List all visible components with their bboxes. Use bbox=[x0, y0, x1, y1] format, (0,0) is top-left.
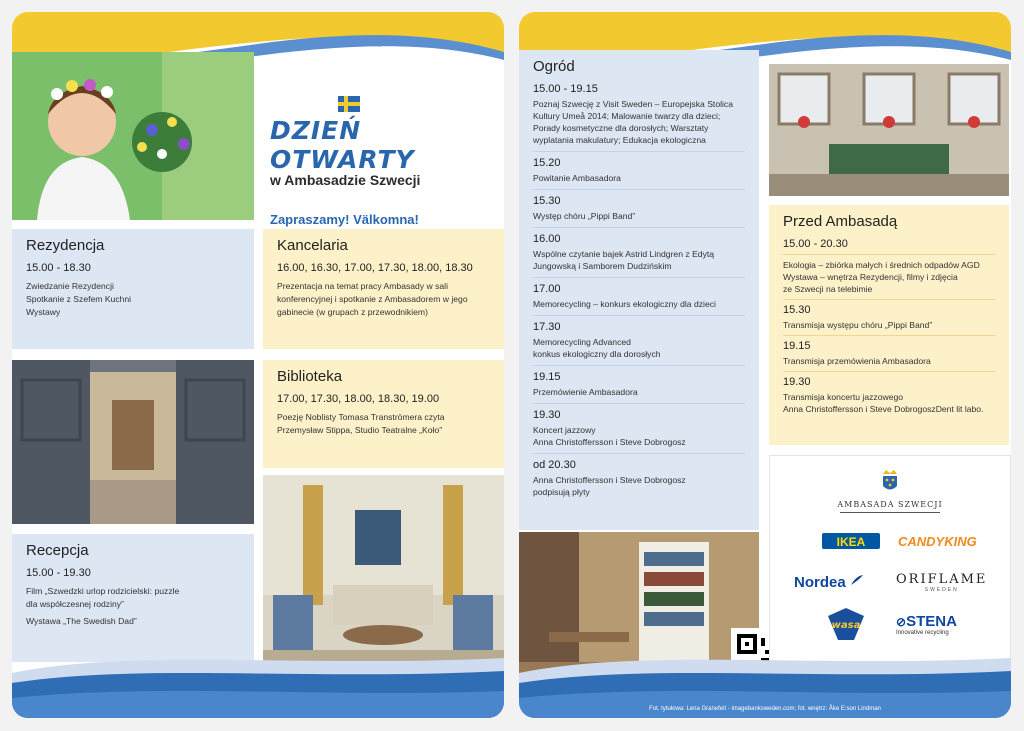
candyking-logo: CANDYKING bbox=[898, 534, 977, 549]
svg-text:wasa: wasa bbox=[831, 620, 861, 631]
swedish-flag-icon bbox=[338, 96, 360, 112]
stena-icon: ⊘ bbox=[896, 615, 907, 629]
section-title: Recepcja bbox=[26, 542, 89, 559]
oriflame-logo: ORIFLAME SWEDEN bbox=[896, 572, 988, 593]
schedule-item: 15.30 Występ chóru „Pippi Band” bbox=[533, 195, 636, 221]
invitation-text: Zapraszamy! Välkomna! bbox=[270, 212, 419, 227]
ikea-logo: IKEA bbox=[822, 533, 880, 549]
schedule-item: Ekologia – zbiórka małych i średnich odpadów AGD Wystawa – wnętrza Rezydencji, filmy i zdjęcia ze Szwecji na telebimie bbox=[783, 260, 980, 294]
section-title: Rezydencja bbox=[26, 237, 105, 254]
photo-credits: Fot. tytułowa: Lena Granefelt - imagebanksweden.com; fot. wnętrz: Åke E:son Lindman bbox=[649, 706, 881, 712]
left-page bbox=[12, 12, 504, 718]
wasa-logo bbox=[824, 606, 868, 647]
list-item: Wystawy bbox=[26, 307, 61, 317]
ogrod-section bbox=[519, 50, 759, 530]
event-title: DZIEŃ OTWARTY bbox=[270, 116, 415, 174]
section-text: Prezentacja na temat pracy Ambasady w sali konferencyjnej i spotkanie z Ambasadorem w jego gabinecie (w grupach z przewodnikiem) bbox=[277, 281, 468, 317]
schedule-item: 16.00 Wspólne czytanie bajek Astrid Lindgren z Edytą Jungowską i Samborem Dudzińskim bbox=[533, 233, 715, 271]
schedule-item: 15.20 Powitanie Ambasadora bbox=[533, 157, 621, 183]
section-time: 15.00 - 19.30 bbox=[26, 567, 91, 579]
section-time: 16.00, 16.30, 17.00, 17.30, 18.00, 18.30 bbox=[277, 262, 473, 274]
biblioteka-section bbox=[263, 360, 504, 468]
event-subtitle: w Ambasadzie Szwecji bbox=[270, 172, 421, 188]
section-title: Przed Ambasadą bbox=[783, 213, 898, 230]
event-title-block bbox=[270, 102, 490, 227]
list-item: Przemysław Stippa, Studio Teatralne „Koło” bbox=[277, 425, 443, 435]
schedule-item: 15.30 Transmisja występu chóru „Pippi Band” bbox=[783, 304, 933, 330]
girl-flowers-photo bbox=[12, 52, 254, 220]
list-item: dla współczesnej rodziny” bbox=[26, 599, 124, 609]
wasa-shield-icon bbox=[824, 606, 868, 642]
list-item: Zwiedzanie Rezydencji bbox=[26, 281, 114, 291]
recepcja-section bbox=[12, 534, 254, 662]
schedule-item: 17.00 Memorecycling – konkurs ekologiczny dla dzieci bbox=[533, 283, 716, 309]
list-item: Wystawa „The Swedish Dad” bbox=[26, 616, 137, 626]
przed-ambasada-section bbox=[769, 205, 1009, 445]
schedule-item: od 20.30 Anna Christoffersson i Steve Dobrogosz podpisują płyty bbox=[533, 459, 686, 497]
schedule-item: 17.30 Memorecycling Advanced konkus ekologiczny dla dorosłych bbox=[533, 321, 661, 359]
list-item: Spotkanie z Szefem Kuchni bbox=[26, 294, 132, 304]
section-title: Kancelaria bbox=[277, 237, 348, 254]
salon-windows-photo bbox=[769, 64, 1009, 196]
section-title: Ogród bbox=[533, 58, 575, 75]
schedule-item: 19.15 Transmisja przemówienia Ambasadora bbox=[783, 340, 931, 366]
schedule-item: 19.15 Przemówienie Ambasadora bbox=[533, 371, 638, 397]
schedule-item: 19.30 Koncert jazzowy Anna Christoffersson i Steve Dobrogosz bbox=[533, 409, 686, 447]
list-item: Poezję Noblisty Tomasa Tranströmera czyta bbox=[277, 412, 445, 422]
schedule-item: 15.00 - 20.30 bbox=[783, 238, 848, 250]
bottom-wave-decoration bbox=[12, 653, 504, 718]
section-time: 15.00 - 18.30 bbox=[26, 262, 91, 274]
schedule-item: 15.00 - 19.15 Poznaj Szwecję z Visit Sweden – Europejska Stolica Kultury Umeå 2014; Malowanie twarzy dla dzieci; Porady kosmetyczne dla dorosłych; Warsztaty wyplatania makulatury; Edukacja ekologiczna bbox=[533, 83, 733, 145]
kancelaria-section bbox=[263, 229, 504, 349]
embassy-logo-text: AMBASADA SZWECJI bbox=[837, 500, 943, 509]
section-title: Biblioteka bbox=[277, 368, 343, 385]
schedule-item: 19.30 Transmisja koncertu jazzowego Anna Christoffersson i Steve DobrogoszDent lit labo. bbox=[783, 376, 984, 414]
right-page bbox=[519, 12, 1011, 718]
entrance-door-photo bbox=[12, 360, 254, 524]
list-item: Film „Szwedzki urlop rodzicielski: puzzle bbox=[26, 586, 180, 596]
nordea-sail-icon bbox=[850, 574, 864, 586]
section-time: 17.00, 17.30, 18.00, 18.30, 19.00 bbox=[277, 393, 440, 405]
crown-emblem-icon bbox=[880, 468, 900, 494]
rezydencja-section bbox=[12, 229, 254, 349]
sponsors-block bbox=[769, 455, 1011, 664]
living-room-photo bbox=[263, 475, 504, 680]
nordea-logo: Nordea bbox=[794, 574, 864, 591]
stena-logo: ⊘STENA Innovative recycling bbox=[896, 613, 957, 636]
